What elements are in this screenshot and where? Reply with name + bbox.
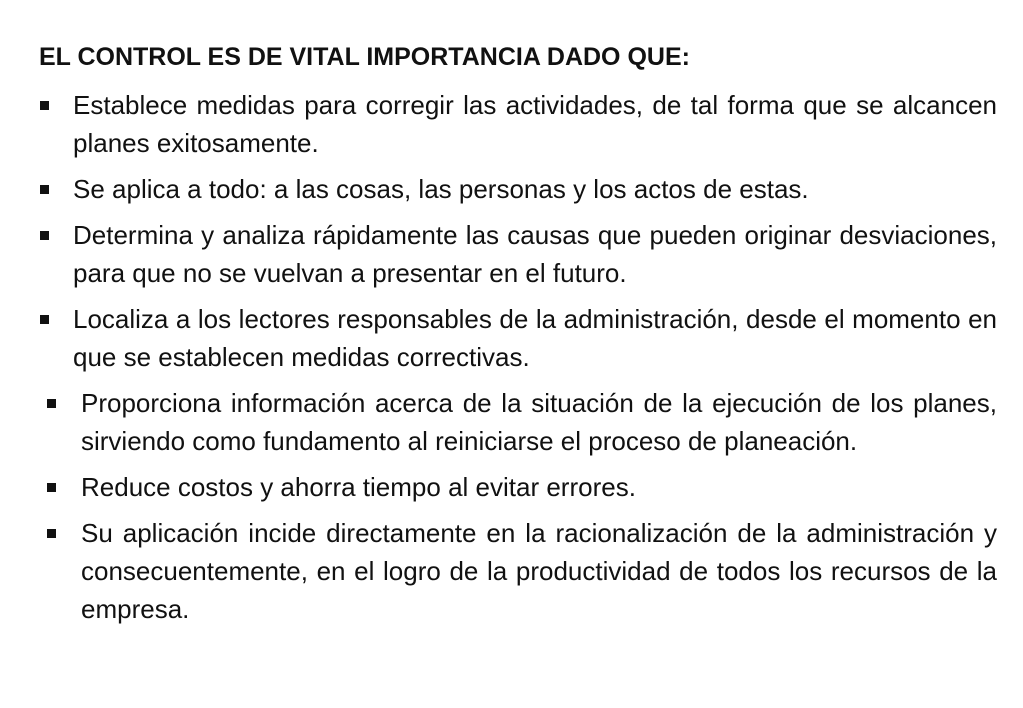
square-bullet-icon xyxy=(40,101,49,110)
square-bullet-icon xyxy=(40,231,49,240)
list-item xyxy=(81,514,997,628)
list-item-text: Localiza a los lectores responsables de la administración, desde el momento en que se establecen medidas correctivas. xyxy=(73,304,997,372)
list-item-text: Establece medidas para corregir las actividades, de tal forma que se alcancen planes exitosamente. xyxy=(73,90,997,158)
slide-heading: EL CONTROL ES DE VITAL IMPORTANCIA DADO QUE: xyxy=(39,43,690,71)
square-bullet-icon xyxy=(40,185,49,194)
list-item-text: Determina y analiza rápidamente las causas que pueden originar desviaciones, para que no se vuelvan a presentar en el futuro. xyxy=(73,220,997,288)
list-item-text: Proporciona información acerca de la situación de la ejecución de los planes, sirviendo como fundamento al reiniciarse el proceso de planeación. xyxy=(81,388,997,456)
square-bullet-icon xyxy=(40,315,49,324)
list-item xyxy=(73,216,997,292)
list-item-text: Su aplicación incide directamente en la racionalización de la administración y consecuentemente, en el logro de la productividad de todos los recursos de la empresa. xyxy=(81,518,997,624)
list-item xyxy=(73,86,997,162)
list-item xyxy=(73,300,997,376)
square-bullet-icon xyxy=(47,399,56,408)
list-item xyxy=(81,384,997,460)
square-bullet-icon xyxy=(47,483,56,492)
bullet-list xyxy=(0,86,1023,636)
list-item xyxy=(81,468,997,506)
list-item-text: Se aplica a todo: a las cosas, las personas y los actos de estas. xyxy=(73,174,809,204)
square-bullet-icon xyxy=(47,529,56,538)
list-item xyxy=(73,170,997,208)
list-item-text: Reduce costos y ahorra tiempo al evitar errores. xyxy=(81,472,636,502)
